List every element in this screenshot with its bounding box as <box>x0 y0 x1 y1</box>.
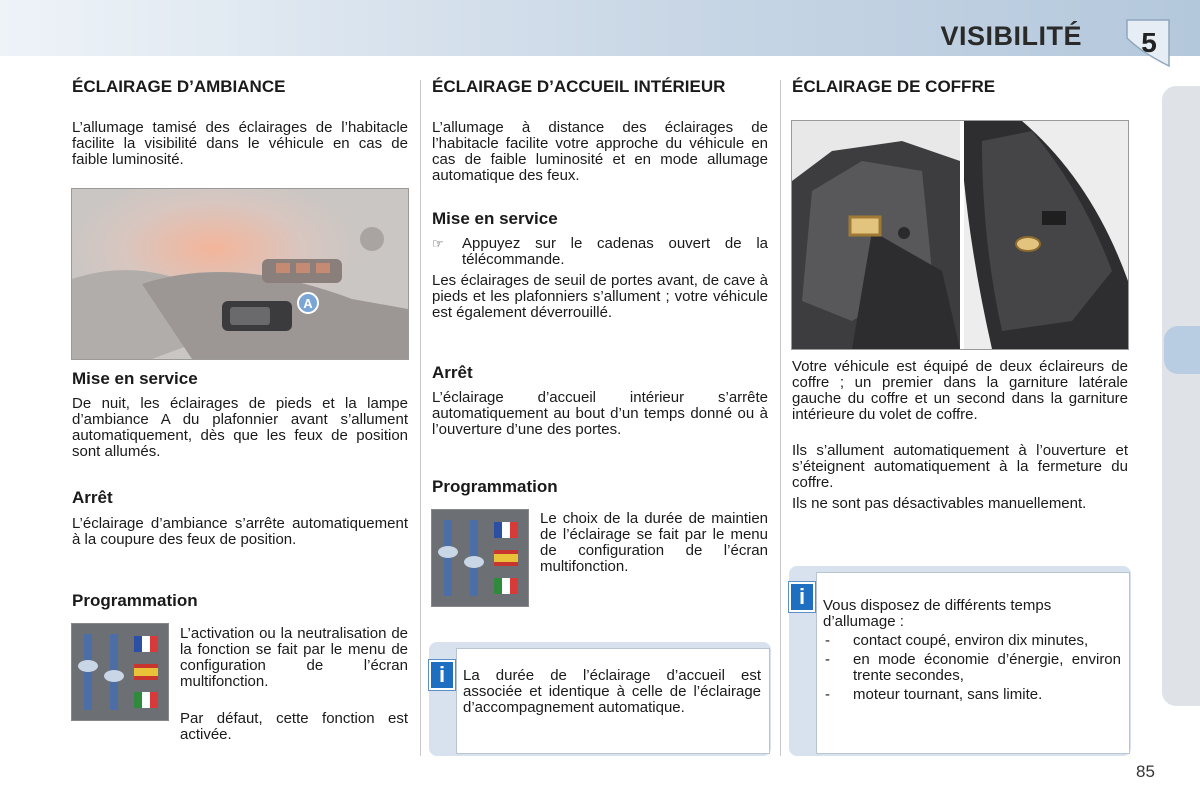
subheading-mise-en-service: Mise en service <box>432 209 558 228</box>
info-text-accueil: La durée de l’éclairage d’accueil est associée et identique à celle de l’éclairage d’accompagnement automatique. <box>463 667 761 716</box>
column-divider <box>420 80 421 756</box>
section-heading-ambiance: ÉCLAIRAGE D’AMBIANCE <box>72 77 286 96</box>
subheading-mise-en-service: Mise en service <box>72 369 198 388</box>
ambiance-intro: L’allumage tamisé des éclairages de l’habitacle facilite la visibilité dans le véhicule en cas de faible luminosité. <box>72 119 408 168</box>
configuration-menu-icon <box>431 509 529 607</box>
trunk-lights-photo <box>791 120 1129 350</box>
page-title: VISIBILITÉ <box>940 21 1082 51</box>
side-tab <box>1162 86 1200 706</box>
ambiance-prog-text: L’activation ou la neutralisation de la fonction se fait par le menu de configuration de l’écran multifonction. <box>180 625 408 690</box>
accueil-intro: L’allumage à distance des éclairages de l’habitacle facilite votre approche du véhicule en cas de faible luminosité et en mode allumage automatique des feux. <box>432 119 768 184</box>
accueil-arret-text: L’éclairage d’accueil intérieur s’arrête automatiquement au bout d’un temps donné ou à l’ouverture d’une des portes. <box>432 389 768 438</box>
subheading-arret: Arrêt <box>72 488 113 507</box>
info-intro-coffre: Vous disposez de différents temps d’allumage : <box>823 597 1052 630</box>
subheading-programmation: Programmation <box>72 591 198 610</box>
list-item: - moteur tournant, sans limite. <box>825 686 1043 703</box>
info-icon: i <box>789 582 815 612</box>
accueil-mise-bullet: Appuyez sur le cadenas ouvert de la télécommande. <box>462 235 768 268</box>
info-list-coffre <box>823 633 1121 703</box>
info-box-accueil <box>429 642 771 756</box>
coffre-text-3: Ils ne sont pas désactivables manuellement. <box>792 495 1087 512</box>
ambiance-prog-default: Par défaut, cette fonction est activée. <box>180 710 408 743</box>
chapter-tab <box>1121 18 1171 68</box>
side-tab-active <box>1164 326 1200 374</box>
list-item: - en mode économie d’énergie, environ trente secondes, <box>825 651 1121 684</box>
ambiance-arret-text: L’éclairage d’ambiance s’arrête automatiquement à la coupure des feux de position. <box>72 515 408 548</box>
subheading-programmation: Programmation <box>432 477 558 496</box>
chapter-number: 5 <box>1141 27 1157 58</box>
page-number: 85 <box>1136 762 1155 781</box>
info-icon: i <box>429 660 455 690</box>
accueil-prog-text: Le choix de la durée de maintien de l’éclairage se fait par le menu de configuration de l’écran multifonction. <box>540 510 768 575</box>
section-heading-accueil: ÉCLAIRAGE D’ACCUEIL INTÉRIEUR <box>432 77 726 96</box>
ambiance-mise-text: De nuit, les éclairages de pieds et la lampe d’ambiance A du plafonnier avant s’allument automatiquement, dès que les feux de position sont allumés. <box>72 395 408 460</box>
callout-label-a: A <box>303 296 313 311</box>
list-item: - contact coupé, environ dix minutes, <box>825 632 1089 649</box>
subheading-arret: Arrêt <box>432 363 473 382</box>
info-box-coffre <box>789 566 1131 756</box>
section-heading-coffre: ÉCLAIRAGE DE COFFRE <box>792 77 996 96</box>
pointing-hand-icon: ☞ <box>432 236 444 251</box>
coffre-text-1: Votre véhicule est équipé de deux éclaireurs de coffre ; un premier dans la garniture latérale gauche du coffre et un second dans la garniture intérieure du volet de coffre. <box>792 358 1128 423</box>
column-divider <box>780 80 781 756</box>
configuration-menu-icon <box>71 623 169 721</box>
ambient-light-photo <box>71 188 409 360</box>
accueil-mise-text: Les éclairages de seuil de portes avant, de cave à pieds et les plafonniers s’allument ; votre véhicule est également déverrouillé. <box>432 272 768 321</box>
coffre-text-2: Ils s’allument automatiquement à l’ouverture et s’éteignent automatiquement à la fermeture du coffre. <box>792 442 1128 491</box>
